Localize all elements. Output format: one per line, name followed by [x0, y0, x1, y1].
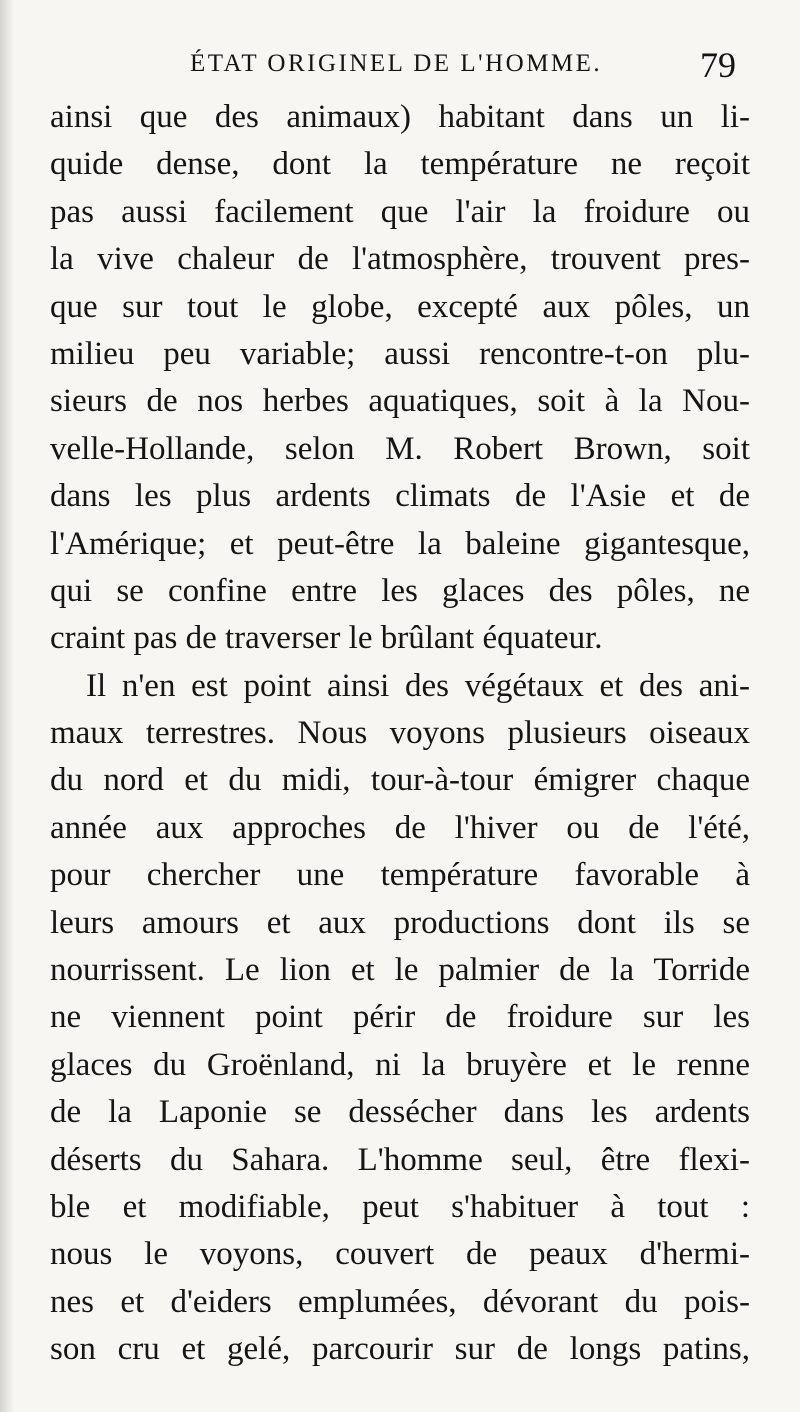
page-header [0, 44, 800, 94]
text-line: maux terrestres. Nous voyons plusieurs oiseaux [50, 715, 750, 752]
text-line: pour chercher une température favorable à [50, 857, 750, 894]
text-line: la vive chaleur de l'atmosphère, trouvent pres- [50, 241, 750, 278]
text-line: nes et d'eiders emplumées, dévorant du pois- [50, 1283, 750, 1320]
text-line: Il n'en est point ainsi des végétaux et des ani- [86, 667, 750, 704]
body-text [50, 94, 750, 1374]
text-line: ainsi que des animaux) habitant dans un li- [50, 99, 750, 135]
text-line: ble et modifiable, peut s'habituer à tout : [50, 1188, 750, 1225]
text-line: nous le voyons, couvert de peaux d'hermi- [50, 1236, 750, 1273]
text-line: année aux approches de l'hiver ou de l'été, [50, 809, 750, 846]
text-line: que sur tout le globe, excepté aux pôles, un [50, 288, 750, 325]
running-title: ÉTAT ORIGINEL DE L'HOMME. [190, 50, 603, 77]
text-line: de la Laponie se dessécher dans les ardents [50, 1094, 750, 1131]
text-line: dans les plus ardents climats de l'Asie et de [50, 478, 750, 515]
text-line: nourrissent. Le lion et le palmier de la Torride [50, 952, 750, 989]
text-line: ne viennent point périr de froidure sur les [50, 999, 750, 1036]
text-line: déserts du Sahara. L'homme seul, être flexi- [50, 1141, 750, 1178]
text-line: sieurs de nos herbes aquatiques, soit à la Nou- [50, 383, 750, 420]
page-number: 79 [700, 45, 736, 85]
text-line: pas aussi facilement que l'air la froidure ou [50, 193, 750, 230]
text-line: leurs amours et aux productions dont ils se [50, 904, 750, 941]
text-line: milieu peu variable; aussi rencontre-t-on plu- [50, 335, 750, 372]
text-line: qui se confine entre les glaces des pôles, ne [50, 572, 750, 609]
text-line: glaces du Groënland, ni la bruyère et le renne [50, 1046, 750, 1083]
text-line: craint pas de traverser le brûlant équateur. [50, 620, 603, 657]
text-line: velle-Hollande, selon M. Robert Brown, soit [50, 430, 750, 467]
text-line: l'Amérique; et peut-être la baleine gigantesque, [50, 525, 750, 562]
text-line: du nord et du midi, tour-à-tour émigrer chaque [50, 762, 750, 799]
text-line: quide dense, dont la température ne reçoit [50, 146, 750, 183]
text-line: son cru et gelé, parcourir sur de longs patins, [50, 1331, 750, 1368]
